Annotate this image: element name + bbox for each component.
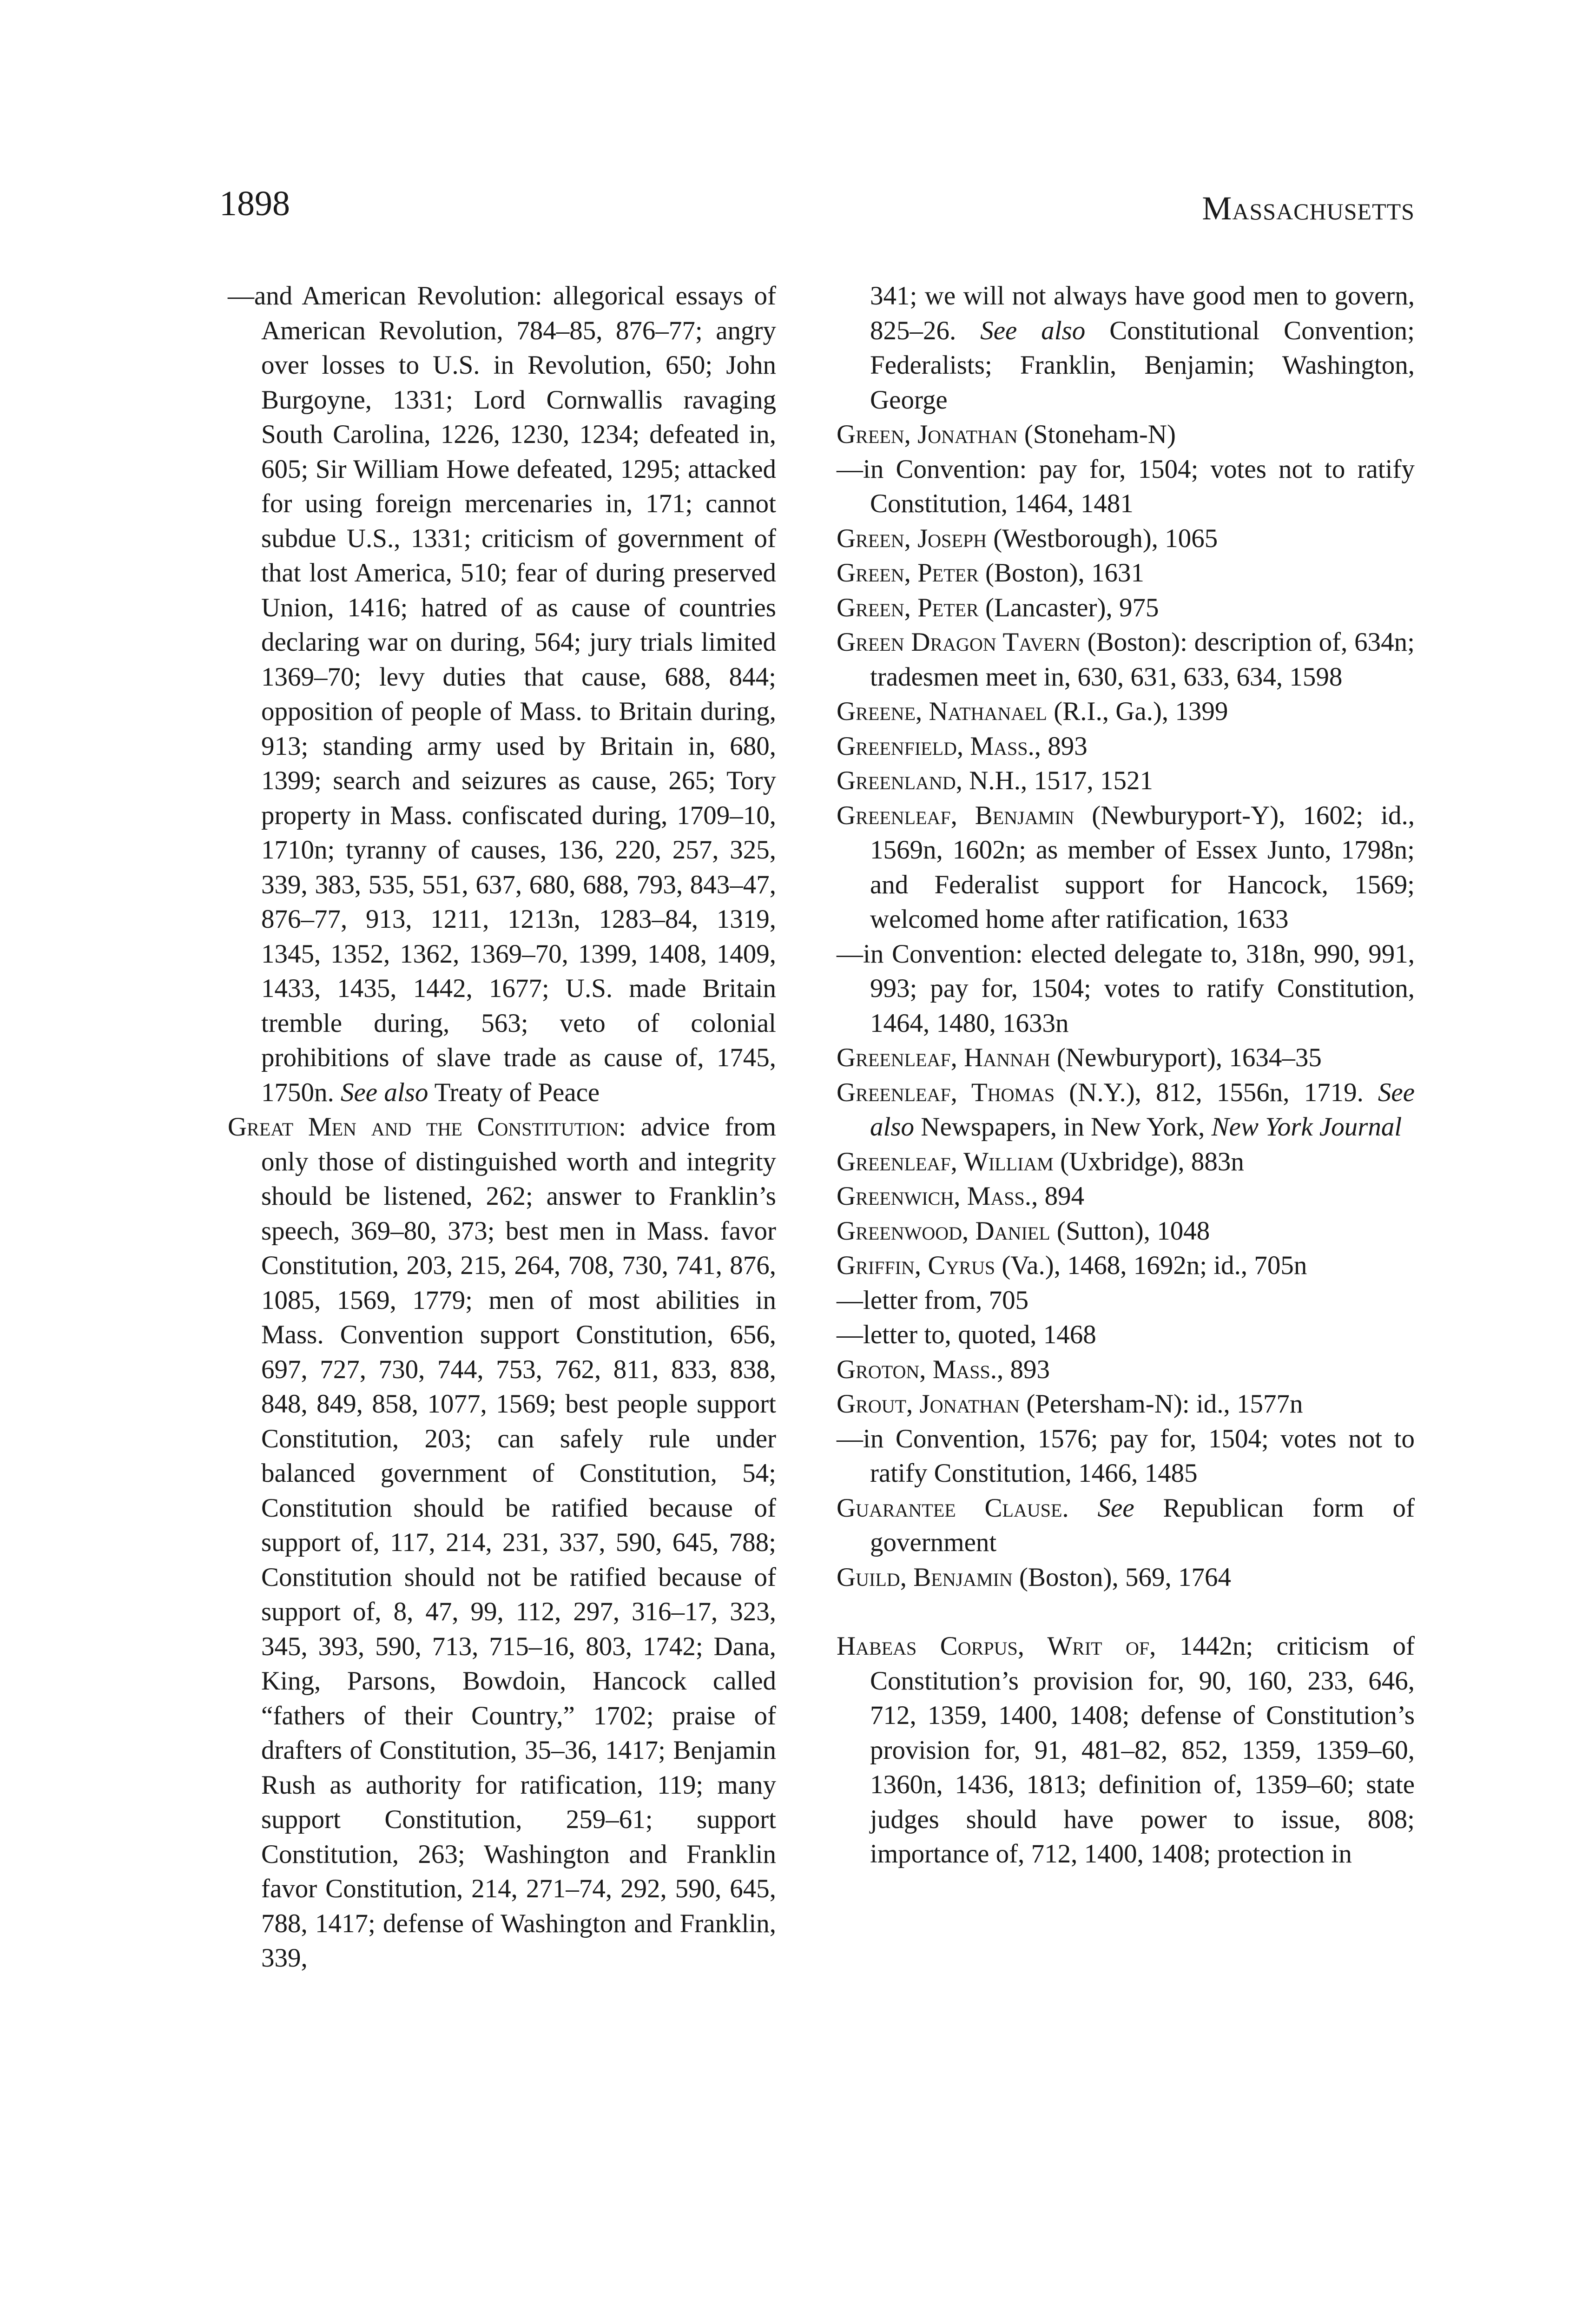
index-subentry: —letter to, quoted, 1468 — [837, 1320, 1096, 1349]
entry-heading: Greenfield, Mass. — [837, 731, 1035, 761]
entry-heading: Greenwich, Mass. — [837, 1182, 1032, 1211]
index-entry: Green, Jonathan (Stoneham-N) — [837, 420, 1176, 449]
index-subentry: —in Convention: pay for, 1504; votes not to ratify Constitution, 1464, 1481 — [837, 454, 1415, 518]
entry-heading: Guarantee Clause. — [837, 1493, 1069, 1523]
index-subentry: —in Convention: elected delegate to, 318n, 990, 991, 993; pay for, 1504; votes to ratify Constitution, 1464, 1480, 1633n — [837, 939, 1415, 1038]
index-entry: Greenwood, Daniel (Sutton), 1048 — [837, 1216, 1210, 1246]
entry-heading: Green, Jonathan — [837, 420, 1018, 449]
index-entry: Green, Joseph (Westborough), 1065 — [837, 523, 1218, 553]
index-entry: Greenleaf, Hannah (Newburyport), 1634–35 — [837, 1043, 1322, 1072]
index-entry-continued: 341; we will not always have good men to govern, 825–26. See also Constitutional Convention; Federalists; Franklin, Benjamin; Washington, George — [870, 281, 1415, 415]
index-entry: Groton, Mass., 893 — [837, 1354, 1050, 1384]
entry-heading: Green, Joseph — [837, 523, 987, 553]
index-entry: Greenleaf, William (Uxbridge), 883n — [837, 1147, 1244, 1176]
index-entry: Greenwich, Mass., 894 — [837, 1182, 1085, 1211]
index-subentry: —and American Revolution: allegorical essays of American Revolution, 784–85, 876–77; angry over losses to U.S. in Revolution, 650; John Burgoyne, 1331; Lord Cornwallis ravaging South Carolina, 1226, 1230, 1234; defeated in, 605; Sir William Howe defeated, 1295; attacked for using foreign mercenaries in, 171; cannot subdue U.S., 1331; criticism of government of that lost America, 510; fear of during preserved Union, 1416; hatred of as cause of countries declaring war on during, 564; jury trials limited 1369–70; levy duties that cause, 688, 844; opposition of people of Mass. to Britain during, 913; standing army used by Britain in, 680, 1399; search and seizures as cause, 265; Tory property in Mass. confiscated during, 1709–10, 1710n; tyranny of causes, 136, 220, 257, 325, 339, 383, 535, 551, 637, 680, 688, 793, 843–47, 876–77, 913, 1211, 1213n, 1283–84, 1319, 1345, 1352, 1362, 1369–70, 1399, 1408, 1409, 1433, 1435, 1442, 1677; U.S. made Britain tremble during, 563; veto of colonial prohibitions of slave trade as cause of, 1745, 1750n. See also Treaty of Peace — [228, 281, 776, 1107]
index-entry: Greenland, N.H., 1517, 1521 — [837, 766, 1154, 795]
index-entry: Habeas Corpus, Writ of, 1442n; criticism of Constitution’s provision for, 90, 160, 233, 646, 712, 1359, 1400, 1408; defense of Constitution’s provision for, 91, 481–82, 852, 1359, 1359–60, 1360n, 1436, 1813; definition of, 1359–60; state judges should have power to issue, 808; importance of, 712, 1400, 1408; protection in — [837, 1631, 1415, 1868]
entry-heading: Green, Peter — [837, 558, 979, 588]
index-subentry: —in Convention, 1576; pay for, 1504; votes not to ratify Constitution, 1466, 1485 — [837, 1424, 1415, 1488]
index-entry: Great Men and the Constitution: advice from only those of distinguished worth and integrity should be listened, 262; answer to Franklin’s speech, 369–80, 373; best men in Mass. favor Constitution, 203, 215, 264, 708, 730, 741, 876, 1085, 1569, 1779; men of most abilities in Mass. Convention support Constitution, 656, 697, 727, 730, 744, 753, 762, 811, 833, 838, 848, 849, 858, 1077, 1569; best people support Constitution, 203; can safely rule under balanced government of Constitution, 54; Constitution should be ratified because of support of, 117, 214, 231, 337, 590, 645, 788; Constitution should not be ratified because of support of, 8, 47, 99, 112, 297, 316–17, 323, 345, 393, 590, 713, 715–16, 803, 1742; Dana, King, Parsons, Bowdoin, Hancock called “fathers of their Country,” 1702; praise of drafters of Constitution, 35–36, 1417; Benjamin Rush as authority for ratification, 119; many support Constitution, 259–61; support Constitution, 263; Washington and Franklin favor Constitution, 214, 271–74, 292, 590, 645, 788, 1417; defense of Washington and Franklin, 339, — [228, 1112, 776, 1973]
left-column — [228, 279, 776, 1976]
index-entry: Greenfield, Mass., 893 — [837, 731, 1088, 761]
entry-heading: Greenland, N.H. — [837, 766, 1021, 795]
page-number: 1898 — [219, 184, 290, 223]
entry-heading: Greenwood, Daniel — [837, 1216, 1050, 1246]
entry-heading: Greene, Nathanael — [837, 697, 1047, 726]
index-entry: Griffin, Cyrus (Va.), 1468, 1692n; id., 705n — [837, 1251, 1307, 1280]
index-entry: Grout, Jonathan (Petersham-N): id., 1577n — [837, 1389, 1303, 1419]
entry-heading: Great Men and the Constitution — [228, 1112, 619, 1142]
entry-heading: Green, Peter — [837, 593, 979, 622]
right-column — [837, 279, 1415, 1872]
index-entry: Green Dragon Tavern (Boston): description of, 634n; tradesmen meet in, 630, 631, 633, 634, 1598 — [837, 627, 1415, 692]
index-entry: Green, Peter (Boston), 1631 — [837, 558, 1145, 588]
index-entry: Greenleaf, Thomas (N.Y.), 812, 1556n, 1719. See also Newspapers, in New York, New York Journal — [837, 1077, 1415, 1142]
entry-heading: Green Dragon Tavern — [837, 627, 1081, 657]
entry-heading: Greenleaf, Hannah — [837, 1043, 1050, 1072]
entry-heading: Griffin, Cyrus — [837, 1251, 995, 1280]
running-head: Massachusetts — [1202, 190, 1415, 227]
section-gap — [837, 1595, 1415, 1629]
index-entry: Green, Peter (Lancaster), 975 — [837, 593, 1159, 622]
index-entry: Guild, Benjamin (Boston), 569, 1764 — [837, 1562, 1232, 1592]
entry-heading: Groton, Mass. — [837, 1354, 997, 1384]
entry-heading: Greenleaf, Thomas — [837, 1077, 1055, 1107]
entry-heading: Grout, Jonathan — [837, 1389, 1020, 1419]
index-subentry: —letter from, 705 — [837, 1285, 1029, 1315]
entry-heading: Habeas Corpus, Writ of — [837, 1631, 1150, 1661]
entry-heading: Greenleaf, William — [837, 1147, 1054, 1176]
index-entry: Guarantee Clause. See Republican form of government — [837, 1493, 1415, 1557]
index-entry: Greenleaf, Benjamin (Newburyport-Y), 1602; id., 1569n, 1602n; as member of Essex Junto, 1798n; and Federalist support for Hancock, 1569; welcomed home after ratification, 1633 — [837, 800, 1415, 934]
entry-heading: Guild, Benjamin — [837, 1562, 1013, 1592]
entry-heading: Greenleaf, Benjamin — [837, 800, 1074, 830]
index-entry: Greene, Nathanael (R.I., Ga.), 1399 — [837, 697, 1228, 726]
